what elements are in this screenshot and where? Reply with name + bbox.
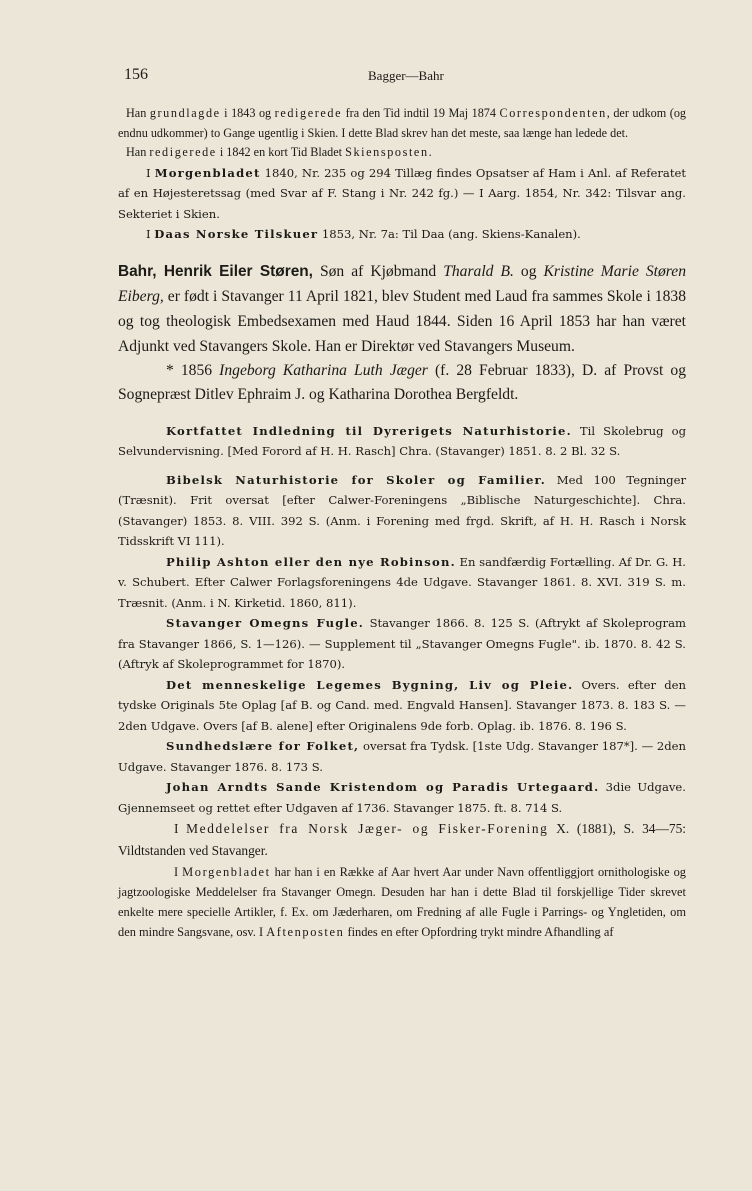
intro-paragraph-2: Han redigerede i 1842 en kort Tid Bladet Skiensposten. — [126, 145, 432, 159]
running-title: Bagger—Bahr — [368, 68, 444, 83]
work-entry-7: Johan Arndts Sande Kristendom og Paradis Urtegaard. 3die Udgave. Gjennemseet og rettet efter Udgaven af 1736. Stavanger 1875. ft. 8. 714 S. — [118, 780, 686, 815]
work-entry-2: Bibelsk Naturhistorie for Skoler og Familier. Med 100 Tegninger (Træsnit). Frit oversat [efter Calwer-Foreningens „Biblische Naturgeschichte]. Chra. (Stavanger) 1853. 8. VIII. 392 S. (Anm. i Forening med frgd. Skrift, af H. H. Rasch i Norsk Tidsskrift VI 111). — [118, 472, 686, 548]
work-entry-4: Stavanger Omegns Fugle. Stavanger 1866. 8. 125 S. (Aftrykt af Skoleprogram fra Stavanger 1866, S. 1—126). — Supplement til „Stavanger Omegns Fugle". ib. 1870. 8. 42 S. (Aftryk af Skoleprogrammet for 1870). — [118, 616, 687, 671]
work-entry-6: Sundhedslære for Folket, oversat fra Tydsk. [1ste Udg. Stavanger 187*]. — 2den Udgave. Stavanger 1876. 8. 173 S. — [118, 739, 686, 774]
marriage-note: * 1856 Ingeborg Katharina Luth Jæger (f. 28 Februar 1833), D. af Provst og Sognepræst Ditlev Ephraim J. og Katharina Dorothea Bergfeldt. — [118, 361, 686, 403]
intro-paragraph-1: Han grundlagde i 1843 og redigerede fra den Tid indtil 19 Maj 1874 Correspondenten, der udkom (og endnu udkommer) to Gange ugentlig i Skien. I dette Blad skrev han det meste, saa længe han ledede det. — [118, 106, 687, 140]
page-header — [124, 66, 686, 88]
intro-fraktur-note-2: I Daas Norske Tilskuer 1853, Nr. 7a: Til Daa (ang. Skiens-Kanalen). — [146, 227, 581, 241]
note-paragraph-1: I Meddelelser fra Norsk Jæger- og Fisker-Forening X. (1881), S. 34—75: Vildtstanden ved Stavanger. — [118, 821, 686, 858]
page-body — [118, 104, 686, 942]
entry-name: Bahr, Henrik Eiler Støren, — [118, 262, 313, 280]
note-paragraph-2: I Morgenbladet har han i en Række af Aar hvert Aar under Navn offentliggjort ornithologiske og jagtzoologiske Meddelelser fra Stavanger Omegn. Desuden har han i dette Blad til forskjellige Tider skrevet enkelte mere specielle Artikler, f. Ex. om Jæderharen, om Fredning af alle Fugle i Parrings- og Yngletiden, om den mindre Sangsvane, osv. I Aftenposten findes en efter Opfordring trykt mindre Afhandling af — [118, 865, 686, 939]
work-entry-3: Philip Ashton eller den nye Robinson. En sandfærdig Fortælling. Af Dr. G. H. v. Schubert. Efter Calwer Forlagsforeningens 4de Udgave. Stavanger 1861. 8. XVI. 319 S. m. Træsnit. (Anm. i N. Kirketid. 1860, 811). — [118, 554, 686, 610]
work-entry-1: Kortfattet Indledning til Dyrerigets Naturhistorie. Til Skolebrug og Selvundervisning. [Med Forord af H. H. Rasch] Chra. (Stavanger) 1851. 8. 2 Bl. 32 S. — [118, 423, 686, 458]
intro-fraktur-note-1: I Morgenbladet 1840, Nr. 235 og 294 Tillæg findes Opsatser af Ham i Anl. af Referatet af en Højesteretssag (med Svar af F. Stang i Nr. 242 fg.) — I Aarg. 1854, Nr. 342: Tilsvar ang. Sekteriet i Skien. — [118, 165, 686, 221]
work-entry-5: Det menneskelige Legemes Bygning, Liv og Pleie. Overs. efter den tydske Originals 5te Oplag [af B. og Cand. med. Engvald Hansen]. Stavanger 1873. 8. 183 S. — 2den Udgave. Overs [af B. alene] efter Originalens 9de forb. Oplag. ib. 1876. 8. 196 S. — [118, 677, 686, 733]
biography-entry: Bahr, Henrik Eiler Støren, Søn af Kjøbmand Tharald B. og Kristine Marie Støren Eiberg, er født i Stavanger 11 April 1821, blev Student med Laud fra sammes Skole i 1838 og tog theologisk Embedsexamen med Haud 1844. Siden 16 April 1853 har han været Adjunkt ved Stavangers Skole. Han er Direktør ved Stavangers Museum. — [118, 262, 687, 355]
page-number: 156 — [124, 66, 148, 83]
